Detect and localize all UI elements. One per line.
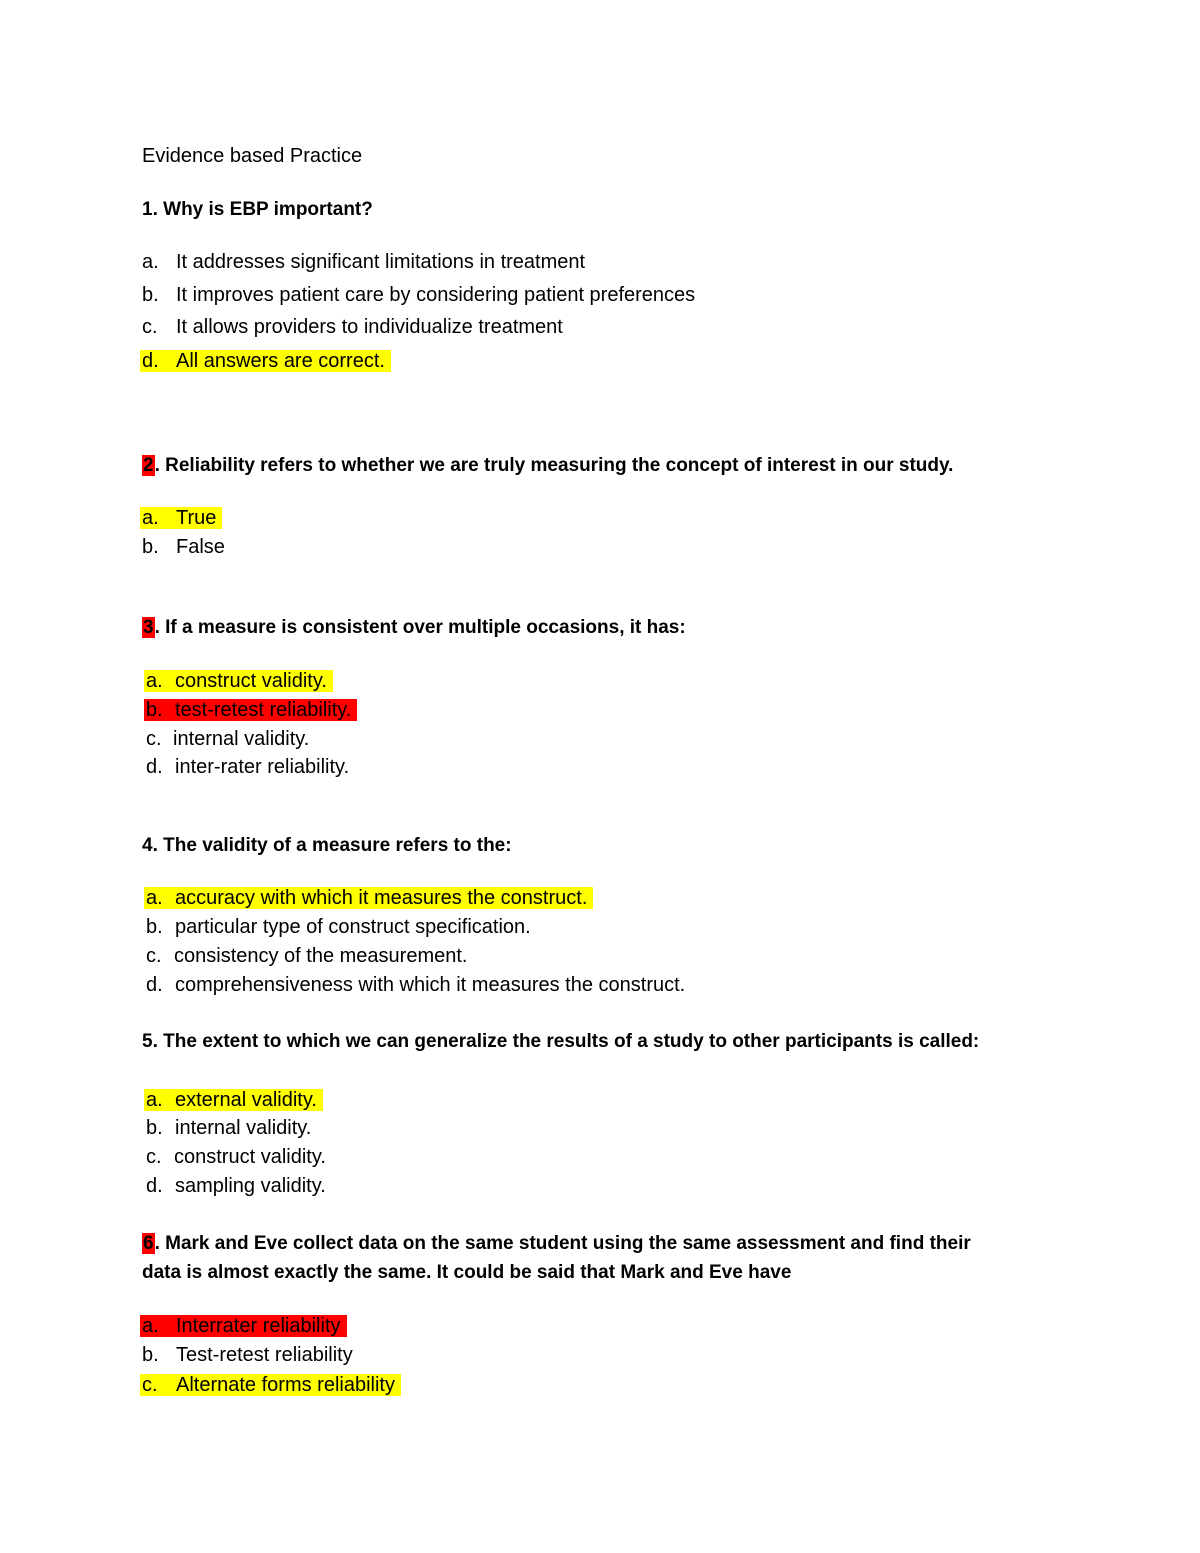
yellow-highlight: c. Alternate forms reliability — [140, 1374, 401, 1396]
question-text: . The validity of a measure refers to the: — [152, 835, 512, 856]
question-text: . Reliability refers to whether we are truly measuring the concept of interest in our study. — [154, 455, 954, 476]
option-text: particular type of construct specification. — [175, 916, 531, 938]
answer-option: c. internal validity. — [146, 728, 310, 750]
option-text: accuracy with which it measures the construct. — [175, 887, 588, 909]
question-text: . The extent to which we can generalize the results of a study to other participants is called: — [152, 1031, 980, 1052]
answer-option: b. particular type of construct specification. — [146, 916, 531, 938]
question-text: . Why is EBP important? — [152, 199, 373, 220]
option-text: Test-retest reliability — [176, 1344, 353, 1366]
question-number: 3 — [143, 617, 154, 638]
option-text: It improves patient care by considering patient preferences — [176, 284, 696, 306]
option-text: internal validity. — [175, 1117, 312, 1139]
question-number: 5 — [142, 1031, 153, 1052]
answer-option-highlighted — [146, 669, 333, 693]
answer-option-highlighted — [146, 1088, 323, 1112]
question-text: . If a measure is consistent over multiple occasions, it has: — [154, 617, 686, 638]
answer-option: a. It addresses significant limitations in treatment — [142, 251, 586, 273]
option-text: It addresses significant limitations in treatment — [176, 251, 586, 273]
option-text: internal validity. — [173, 728, 310, 750]
question-6-continued: data is almost exactly the same. It could be said that Mark and Eve have — [142, 1262, 792, 1283]
option-text: inter-rater reliability. — [175, 756, 350, 778]
red-highlight: b. test-retest reliability. — [144, 699, 357, 721]
question-6 — [142, 1232, 971, 1256]
question-4 — [142, 834, 512, 858]
answer-option: b. internal validity. — [146, 1117, 312, 1139]
yellow-highlight: a. construct validity. — [144, 670, 333, 692]
option-text: consistency of the measurement. — [174, 945, 468, 967]
answer-option: d. comprehensiveness with which it measures the construct. — [146, 974, 686, 996]
option-text: False — [176, 536, 225, 558]
answer-option: d. sampling validity. — [146, 1175, 326, 1197]
yellow-highlight: a. True — [140, 507, 222, 529]
answer-option: c. It allows providers to individualize treatment — [142, 316, 563, 338]
answer-option: b. False — [142, 536, 225, 558]
question-number: 1 — [142, 199, 153, 220]
option-text: True — [176, 507, 217, 529]
yellow-highlight: a. external validity. — [144, 1089, 323, 1111]
answer-option: c. consistency of the measurement. — [146, 945, 468, 967]
answer-option: d. inter-rater reliability. — [146, 756, 350, 778]
answer-option-highlighted — [146, 886, 593, 910]
answer-option-highlighted — [142, 506, 222, 530]
question-2 — [142, 454, 953, 478]
option-text: sampling validity. — [175, 1175, 326, 1197]
option-text: Interrater reliability — [176, 1315, 341, 1337]
question-number: 4 — [142, 835, 153, 856]
option-text: construct validity. — [174, 1146, 326, 1168]
yellow-highlight: a. accuracy with which it measures the construct. — [144, 887, 593, 909]
answer-option-highlighted — [142, 1373, 401, 1397]
yellow-highlight: d. All answers are correct. — [140, 350, 391, 372]
answer-option: c. construct validity. — [146, 1146, 326, 1168]
option-text: All answers are correct. — [176, 350, 385, 372]
answer-option: b. It improves patient care by considering patient preferences — [142, 284, 696, 306]
option-text: comprehensiveness with which it measures the construct. — [175, 974, 686, 996]
option-text: Alternate forms reliability — [176, 1374, 395, 1396]
option-text: external validity. — [175, 1089, 317, 1111]
question-text: . Mark and Eve collect data on the same student using the same assessment and find their — [154, 1233, 971, 1254]
answer-option-highlighted — [142, 349, 391, 373]
answer-option-highlighted — [146, 698, 357, 722]
question-3 — [142, 616, 686, 640]
question-1 — [142, 198, 373, 222]
page-title: Evidence based Practice — [142, 145, 363, 167]
option-text: construct validity. — [175, 670, 327, 692]
answer-option: b. Test-retest reliability — [142, 1344, 353, 1366]
option-text: test-retest reliability. — [175, 699, 352, 721]
answer-option-highlighted — [142, 1314, 347, 1338]
question-number: 6 — [143, 1233, 154, 1254]
option-text: It allows providers to individualize treatment — [176, 316, 563, 338]
question-number: 2 — [143, 455, 154, 476]
red-highlight: a. Interrater reliability — [140, 1315, 347, 1337]
question-5 — [142, 1030, 979, 1054]
